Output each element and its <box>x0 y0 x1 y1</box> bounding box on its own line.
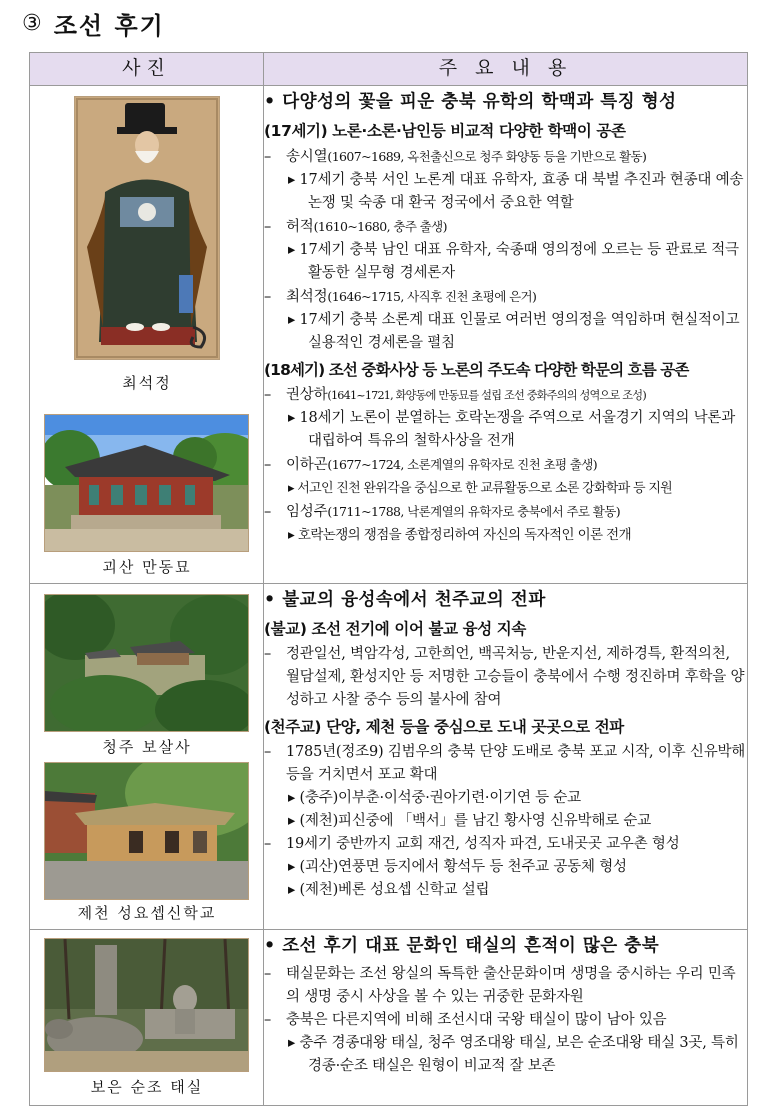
content-cell <box>264 86 748 584</box>
list-item: – 1785년(정조9) 김범우의 충북 단양 도배로 충북 포교 시작, 이후 신유박해 등을 거치면서 포교 확대 <box>264 744 746 783</box>
topic-title: • 다양성의 꽃을 피운 충북 유학의 학맥과 특징 형성 <box>264 92 677 112</box>
topic-title: • 불교의 융성속에서 천주교의 전파 <box>264 590 546 610</box>
sub-item: ▸ 호락논쟁의 쟁점을 종합정리하여 자신의 독자적인 이론 전개 <box>288 527 632 543</box>
topic-title: • 조선 후기 대표 문화인 태실의 흔적이 많은 충북 <box>264 936 660 956</box>
subtopic-heading: (천주교) 단양, 제천 등을 중심으로 도내 곳곳으로 전파 <box>264 718 624 736</box>
list-item: – 이하곤(1677~1724, 소론계열의 유학자로 진천 초평 출생) <box>264 457 598 473</box>
seminary-image-seongyosep <box>44 762 249 900</box>
sub-item: ▸ 17세기 충북 소론계 대표 인물로 여러번 영의정을 역임하며 현실적이고 실용적인 경세론을 펼침 <box>288 312 740 351</box>
photo-cell <box>30 584 264 930</box>
table-row <box>30 584 748 930</box>
sub-item: ▸ 18세기 노론이 분열하는 호락논쟁을 주역으로 서울경기 지역의 낙론과 대립하여 특유의 철학사상을 전개 <box>288 410 736 449</box>
table-row <box>30 930 748 1106</box>
sub-item: ▸ 17세기 충북 서인 노론계 대표 유학자, 효종 대 북벌 추진과 현종대 예송 논쟁 및 숙종 대 환국 정국에서 중요한 역할 <box>288 172 744 211</box>
photo-caption: 괴산 만동묘 <box>102 558 192 576</box>
photo-column-header: 사진 <box>30 53 264 86</box>
list-item: – 허적(1610~1680, 충주 출생) <box>264 219 447 235</box>
circled-number: ③ <box>22 10 42 36</box>
sub-item: ▸ 충주 경종대왕 태실, 청주 영조대왕 태실, 보은 순조대왕 태실 3곳, 특히 경종·순조 태실은 원형이 비교적 잘 보존 <box>288 1035 739 1074</box>
photo-caption: 제천 성요셉신학교 <box>77 904 217 922</box>
list-item: – 송시열(1607~1689, 옥천출신으로 청주 화양동 등을 기반으로 활동) <box>264 149 647 165</box>
table-header-row <box>30 53 748 86</box>
photo-caption: 보은 순조 태실 <box>90 1078 204 1096</box>
portrait-image-choi-seokjeong <box>74 96 220 360</box>
section-heading <box>22 6 165 40</box>
content-cell <box>264 930 748 1106</box>
sub-item: ▸ (제천)베론 성요셉 신학교 설립 <box>288 882 490 898</box>
list-item: – 임성주(1711~1788, 낙론계열의 유학자로 충북에서 주로 활동) <box>264 504 620 520</box>
sub-item: ▸ (충주)이부춘·이석중·권아기련·이기연 등 순교 <box>288 790 581 806</box>
list-item: – 태실문화는 조선 왕실의 독특한 출산문화이며 생명을 중시하는 우리 민족의 생명 중시 사상을 볼 수 있는 귀중한 문화자원 <box>264 966 736 1005</box>
content-column-header: 주 요 내 용 <box>264 53 748 86</box>
photo-cell <box>30 930 264 1106</box>
subtopic-heading: (18세기) 조선 중화사상 등 노론의 주도속 다양한 학문의 흐름 공존 <box>264 361 689 379</box>
list-item: – 권상하(1641~1721, 화양동에 만동묘를 설립 조선 중화주의의 성역으로 조성) <box>264 387 646 403</box>
subtopic-heading: (17세기) 노론·소론·남인등 비교적 다양한 학맥이 공존 <box>264 122 626 140</box>
list-item: – 충북은 다른지역에 비해 조선시대 국왕 태실이 많이 남아 있음 <box>264 1012 667 1028</box>
sub-item: ▸ (괴산)연풍면 등지에서 황석두 등 천주교 공동체 형성 <box>288 859 627 875</box>
list-item: – 최석정(1646~1715, 사직후 진천 초평에 은거) <box>264 289 537 305</box>
subtopic-heading: (불교) 조선 전기에 이어 불교 융성 지속 <box>264 620 526 638</box>
photo-caption: 청주 보살사 <box>102 738 192 756</box>
table-row <box>30 86 748 584</box>
photo-caption: 최석정 <box>122 374 172 392</box>
sub-item: ▸ (제천)피신중에 「백서」를 남긴 황사영 신유박해로 순교 <box>288 813 652 829</box>
shrine-image-mandongmyo <box>44 414 249 552</box>
content-table <box>29 52 748 1106</box>
photo-cell <box>30 86 264 584</box>
list-item: – 정관일선, 벽암각성, 고한희언, 백곡처능, 반운지선, 제하경특, 환적의천, 월담설제, 환성지안 등 저명한 고승들이 충북에서 수행 정진하며 후학을 양성하고 사찰 중수 등의 불사에 참여 <box>264 646 745 708</box>
sub-item: ▸ 서고인 진천 완위각을 중심으로 한 교류활동으로 소론 강화학파 등 지원 <box>288 481 673 496</box>
list-item: – 19세기 중반까지 교회 재건, 성직자 파견, 도내곳곳 교우촌 형성 <box>264 836 680 852</box>
temple-image-bosalsa <box>44 594 249 732</box>
placenta-chamber-image-sunjo <box>44 938 249 1072</box>
section-title: 조선 후기 <box>53 11 165 40</box>
sub-item: ▸ 17세기 충북 남인 대표 유학자, 숙종때 영의정에 오르는 등 관료로 적극 활동한 실무형 경세론자 <box>288 242 739 281</box>
content-cell <box>264 584 748 930</box>
